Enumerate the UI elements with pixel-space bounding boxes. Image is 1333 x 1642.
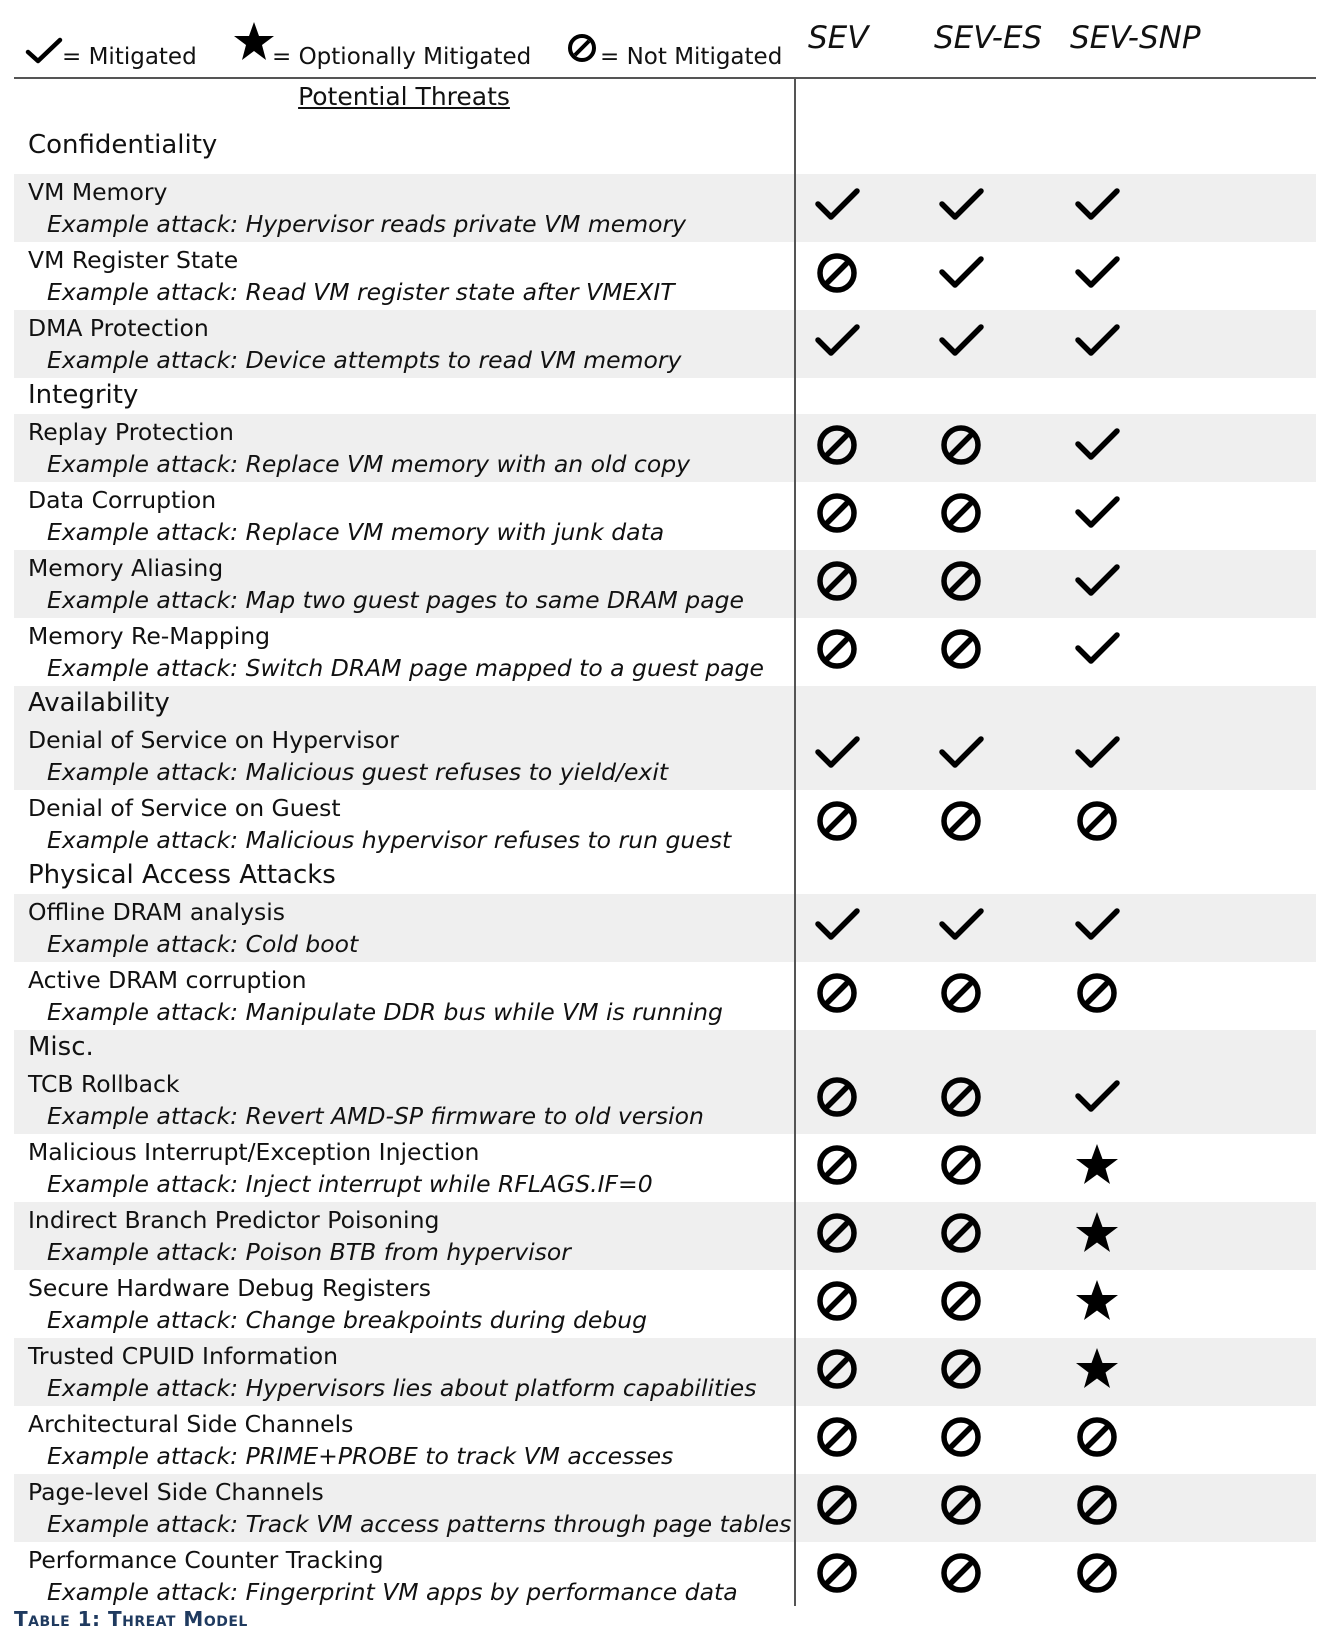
not-mitigated-icon — [812, 968, 862, 1018]
not-mitigated-icon — [936, 556, 986, 606]
checkmark-icon — [1072, 180, 1122, 230]
column-header-sev-es: SEV-ES — [934, 20, 1043, 56]
checkmark-icon — [812, 316, 862, 366]
not-mitigated-icon — [936, 1548, 986, 1598]
example-attack: Example attack: Malicious guest refuses to yield/exit — [47, 758, 669, 786]
checkmark-icon — [24, 36, 64, 68]
not-mitigated-icon — [936, 1072, 986, 1122]
example-attack: Example attack: Revert AMD-SP firmware to old version — [47, 1102, 704, 1130]
not-mitigated-icon — [812, 1276, 862, 1326]
example-attack: Example attack: Track VM access patterns through page tables — [47, 1510, 792, 1538]
not-mitigated-icon — [812, 1344, 862, 1394]
not-mitigated-icon — [936, 1480, 986, 1530]
column-divider — [794, 78, 796, 1606]
example-attack: Example attack: Manipulate DDR bus while VM is running — [47, 998, 723, 1026]
not-mitigated-icon — [812, 556, 862, 606]
not-mitigated-icon — [936, 796, 986, 846]
legend-not-mitigated-label: = Not Mitigated — [600, 44, 783, 70]
not-mitigated-icon — [812, 624, 862, 674]
threat-name: VM Register State — [28, 246, 239, 274]
not-mitigated-icon — [1072, 1480, 1122, 1530]
not-mitigated-icon — [1072, 1548, 1122, 1598]
example-attack: Example attack: Device attempts to read VM memory — [47, 346, 682, 374]
example-attack: Example attack: Fingerprint VM apps by performance data — [47, 1578, 738, 1606]
not-mitigated-icon — [936, 968, 986, 1018]
not-mitigated-icon — [936, 1140, 986, 1190]
not-mitigated-icon — [812, 248, 862, 298]
checkmark-icon — [936, 728, 986, 778]
column-header-sev: SEV — [808, 20, 869, 56]
not-mitigated-icon — [812, 1072, 862, 1122]
threat-name: DMA Protection — [28, 314, 209, 342]
example-attack: Example attack: Replace VM memory with junk data — [47, 518, 665, 546]
star-icon — [1072, 1208, 1122, 1258]
checkmark-icon — [812, 728, 862, 778]
example-attack: Example attack: Malicious hypervisor refuses to run guest — [47, 826, 732, 854]
not-mitigated-icon — [936, 488, 986, 538]
example-attack: Example attack: Map two guest pages to same DRAM page — [47, 586, 744, 614]
not-mitigated-icon — [812, 796, 862, 846]
example-attack: Example attack: PRIME+PROBE to track VM accesses — [47, 1442, 674, 1470]
example-attack: Example attack: Cold boot — [47, 930, 359, 958]
not-mitigated-icon — [812, 1140, 862, 1190]
not-mitigated-icon — [1072, 796, 1122, 846]
not-mitigated-icon — [936, 1412, 986, 1462]
example-attack: Example attack: Change breakpoints during debug — [47, 1306, 648, 1334]
category-label: Physical Access Attacks — [28, 860, 336, 890]
example-attack: Example attack: Hypervisors lies about platform capabilities — [47, 1374, 757, 1402]
checkmark-icon — [936, 248, 986, 298]
checkmark-icon — [1072, 488, 1122, 538]
category-label: Availability — [28, 688, 170, 718]
threat-name: Replay Protection — [28, 418, 234, 446]
not-mitigated-icon — [936, 1208, 986, 1258]
checkmark-icon — [1072, 900, 1122, 950]
not-mitigated-icon — [936, 1276, 986, 1326]
example-attack: Example attack: Poison BTB from hypervisor — [47, 1238, 571, 1266]
category-band — [14, 378, 1316, 414]
threat-name: Memory Re-Mapping — [28, 622, 271, 650]
checkmark-icon — [936, 316, 986, 366]
not-mitigated-icon — [812, 1480, 862, 1530]
not-mitigated-icon — [936, 1344, 986, 1394]
checkmark-icon — [1072, 1072, 1122, 1122]
threat-name: Page-level Side Channels — [28, 1478, 324, 1506]
not-mitigated-icon — [812, 488, 862, 538]
not-mitigated-icon — [1072, 968, 1122, 1018]
threat-name: Active DRAM corruption — [28, 966, 307, 994]
threat-name: VM Memory — [28, 178, 168, 206]
example-attack: Example attack: Replace VM memory with an old copy — [47, 450, 691, 478]
threat-name: Indirect Branch Predictor Poisoning — [28, 1206, 440, 1234]
legend-mitigated-label: = Mitigated — [62, 44, 197, 70]
example-attack: Example attack: Read VM register state after VMEXIT — [47, 278, 675, 306]
not-mitigated-icon — [936, 624, 986, 674]
legend-not-mitigated — [566, 44, 782, 70]
star-icon — [1072, 1140, 1122, 1190]
table-caption: Table 1: Threat Model — [14, 1607, 248, 1631]
checkmark-icon — [1072, 556, 1122, 606]
not-mitigated-icon — [936, 420, 986, 470]
category-label: Integrity — [28, 380, 139, 410]
legend-mitigated — [24, 44, 197, 70]
threat-name: Secure Hardware Debug Registers — [28, 1274, 431, 1302]
example-attack: Example attack: Hypervisor reads private VM memory — [47, 210, 687, 238]
threat-name: Malicious Interrupt/Exception Injection — [28, 1138, 480, 1166]
not-mitigated-icon — [812, 1208, 862, 1258]
threat-name: TCB Rollback — [28, 1070, 180, 1098]
checkmark-icon — [1072, 248, 1122, 298]
not-mitigated-icon — [812, 420, 862, 470]
threat-name: Denial of Service on Guest — [28, 794, 341, 822]
star-icon — [232, 20, 276, 64]
threat-name: Memory Aliasing — [28, 554, 224, 582]
checkmark-icon — [812, 180, 862, 230]
example-attack: Example attack: Switch DRAM page mapped to a guest page — [47, 654, 764, 682]
category-label: Misc. — [28, 1032, 94, 1062]
legend-optional-label: = Optionally Mitigated — [272, 44, 532, 70]
example-attack: Example attack: Inject interrupt while RFLAGS.IF=0 — [47, 1170, 653, 1198]
legend-optional — [232, 44, 531, 70]
threat-name: Architectural Side Channels — [28, 1410, 354, 1438]
checkmark-icon — [1072, 420, 1122, 470]
star-icon — [1072, 1276, 1122, 1326]
checkmark-icon — [936, 900, 986, 950]
checkmark-icon — [812, 900, 862, 950]
star-icon — [1072, 1344, 1122, 1394]
not-mitigated-icon — [812, 1548, 862, 1598]
threat-name: Performance Counter Tracking — [28, 1546, 384, 1574]
checkmark-icon — [936, 180, 986, 230]
checkmark-icon — [1072, 728, 1122, 778]
threat-name: Trusted CPUID Information — [28, 1342, 339, 1370]
category-band — [14, 1030, 1316, 1066]
header-divider — [14, 77, 1316, 79]
checkmark-icon — [1072, 624, 1122, 674]
threat-name: Denial of Service on Hypervisor — [28, 726, 399, 754]
column-header-sev-snp: SEV-SNP — [1070, 20, 1201, 56]
not-mitigated-icon — [812, 1412, 862, 1462]
potential-threats-heading: Potential Threats — [298, 82, 510, 111]
threat-name: Data Corruption — [28, 486, 217, 514]
not-mitigated-icon — [1072, 1412, 1122, 1462]
category-band — [14, 686, 1316, 722]
category-label: Confidentiality — [28, 130, 218, 160]
not-mitigated-icon — [566, 32, 598, 64]
checkmark-icon — [1072, 316, 1122, 366]
threat-name: Offline DRAM analysis — [28, 898, 286, 926]
